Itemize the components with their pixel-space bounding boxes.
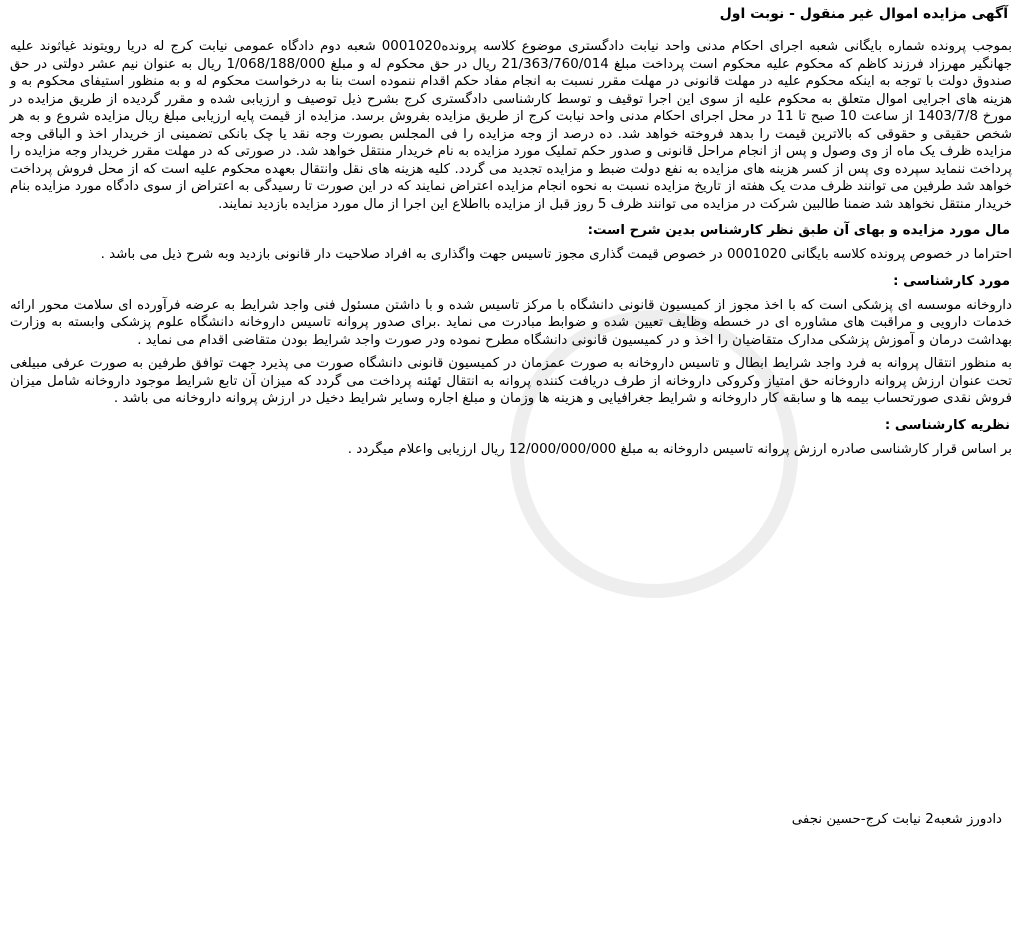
intro-paragraph: بموجب پرونده شماره بایگانی شعبه اجرای احکام مدنی واحد نیابت دادگستری موضوع کلاسه پرونده0001020 شعبه دوم دادگاه عمومی نیابت کرج له دریا رویتوند غیاثوند علیه جهانگیر مهرزاد فرزند کاظم که محکوم علیه محکوم است پرداخت مبلغ 21/363/760/014 ریال در حق محکوم له و مبلغ 1/068/188/000 ریال به عنوان نیم عشر دولتی در حق صندوق دولت با توجه به اینکه محکوم علیه در مهلت قانونی در مهلت مقرر نسبت به انجام مفاد حکم اقدام ننموده است بنا به درخواست محکوم له و به منظور استیفای محکوم به و هزینه های اجرایی اموال متعلق به محکوم علیه از سوی این اجرا توقیف و توسط کارشناسی دادگستری کرج بشرح ذیل توصیف و ارزیابی شده و مقرر گردیده از طریق مزایده در مورخ 1403/7/8 از ساعت 10 صبح تا 11 در محل اجرای احکام مدنی واحد نیابت کرج از طریق مزایده بفروش برسد. مزایده از قیمت پایه ارزیابی مبلغ ریال مزایده شروع و به هر شخص حقیقی و حقوقی که بالاترین قیمت را بدهد فروخته خواهد شد. ده درصد از وجه مزایده را فی المجلس بصورت وجه نقد یا چک بانکی تضمینی از خریدار اخذ و الباقی وجه مزایده ظرف یک ماه از وی وصول و پس از انجام مراحل قانونی و صدور حکم تملیک مورد مزایده به نام خریدار منتقل خواهد شد. در صورتی که در مهلت مقرر خریدار وجه مزایده را پرداخت ننماید سپرده وی پس از کسر هزینه های مزایده به نفع دولت ضبط و مزایده تجدید می گردد. کلیه هزینه های نقل وانتقال بعهده محکوم علیه است که از محل فروش پرداخت خواهد شد طرفین می توانند ظرف مدت یک هفته از تاریخ مزایده نسبت به نحوه انجام مزایده اعتراض نمایند که در این صورت تا رسیدگی به اعتراض از سوی دادگاه مورد مزایده بنام خریدار منتقل نخواهد شد ضمنا طالبین شرکت در مزایده می توانند ظرف 5 روز قبل از مزایده بااطلاع این اجرا از مال مورد مزایده بازدید نمایند. bbox=[10, 39, 1012, 212]
opinion-heading: نظریه کارشناسی : bbox=[884, 417, 1010, 433]
notice-title: آگهی مزایده اموال غیر منقول - نوبت اول bbox=[719, 6, 1008, 22]
property-paragraph: احتراما در خصوص پرونده کلاسه بایگانی 0001020 در خصوص قیمت گذاری مجوز تاسیس جهت واگذاری به افراد صلاحیت دار قانونی بازدید وبه شرح ذیل می باشد . bbox=[100, 247, 1012, 262]
property-heading: مال مورد مزایده و بهای آن طبق نظر کارشناس بدین شرح است: bbox=[587, 223, 1010, 238]
notice-document bbox=[6, 6, 1016, 464]
opinion-paragraph: بر اساس قرار کارشناسی صادره ارزش پروانه تاسیس داروخانه به مبلغ 12/000/000/000 ریال ارزیابی واعلام میگردد . bbox=[347, 441, 1012, 457]
expert-paragraph-1: داروخانه موسسه ای پزشکی است که با اخذ مجوز از کمیسیون قانونی دانشگاه با مرکز تاسیس شده و با داشتن مسئول فنی واجد شرایط به عرضه فرآورده ای سلامت محور ارائه خدمات دارویی و مراقبت های مشاوره ای در خسطه وظایف تعیین شده و ضوابط مبادرت می نماید .برای صدور پروانه تاسیس داروخانه دانشگاه علوم پزشکی وابسته به وزارت بهداشت درمان و آموزش پزشکی مدارک متقاضیان را اخذ و در کمیسیون قانونی دانشگاه مطرح نموده ودر صورت واجد شرایط بودن متقاضی اقدام می نماید . bbox=[10, 297, 1012, 348]
expert-heading: مورد کارشناسی : bbox=[893, 273, 1010, 289]
expert-paragraph-2: به منظور انتقال پروانه به فرد واجد شرایط ابطال و تاسیس داروخانه به صورت عمزمان در کمیسیون قانونی دانشگاه صورت می پذیرد جهت توافق طرفین به صورت عرفی مبیلغی تحت عنوان ارزش پروانه داروخانه حق امتیاز وکروکی داروخانه از طرف دریافت کننده پروانه به انتقال ئهئنه پرداخت می گردد که میزان آن تابع شرایط موجود داروخانه شامل میزان فروش نقدی صورتحساب بیمه ها و سابقه کار داروخانه و شرایط جغرافیایی و هزینه ها وزمان و مبلغ اجاره وسایر شرایط دخیل در ارزش پروانه داروخانه می باشد . bbox=[10, 356, 1012, 406]
signature-line: دادورز شعبه2 نیابت کرج-حسین نجفی bbox=[791, 812, 1002, 827]
